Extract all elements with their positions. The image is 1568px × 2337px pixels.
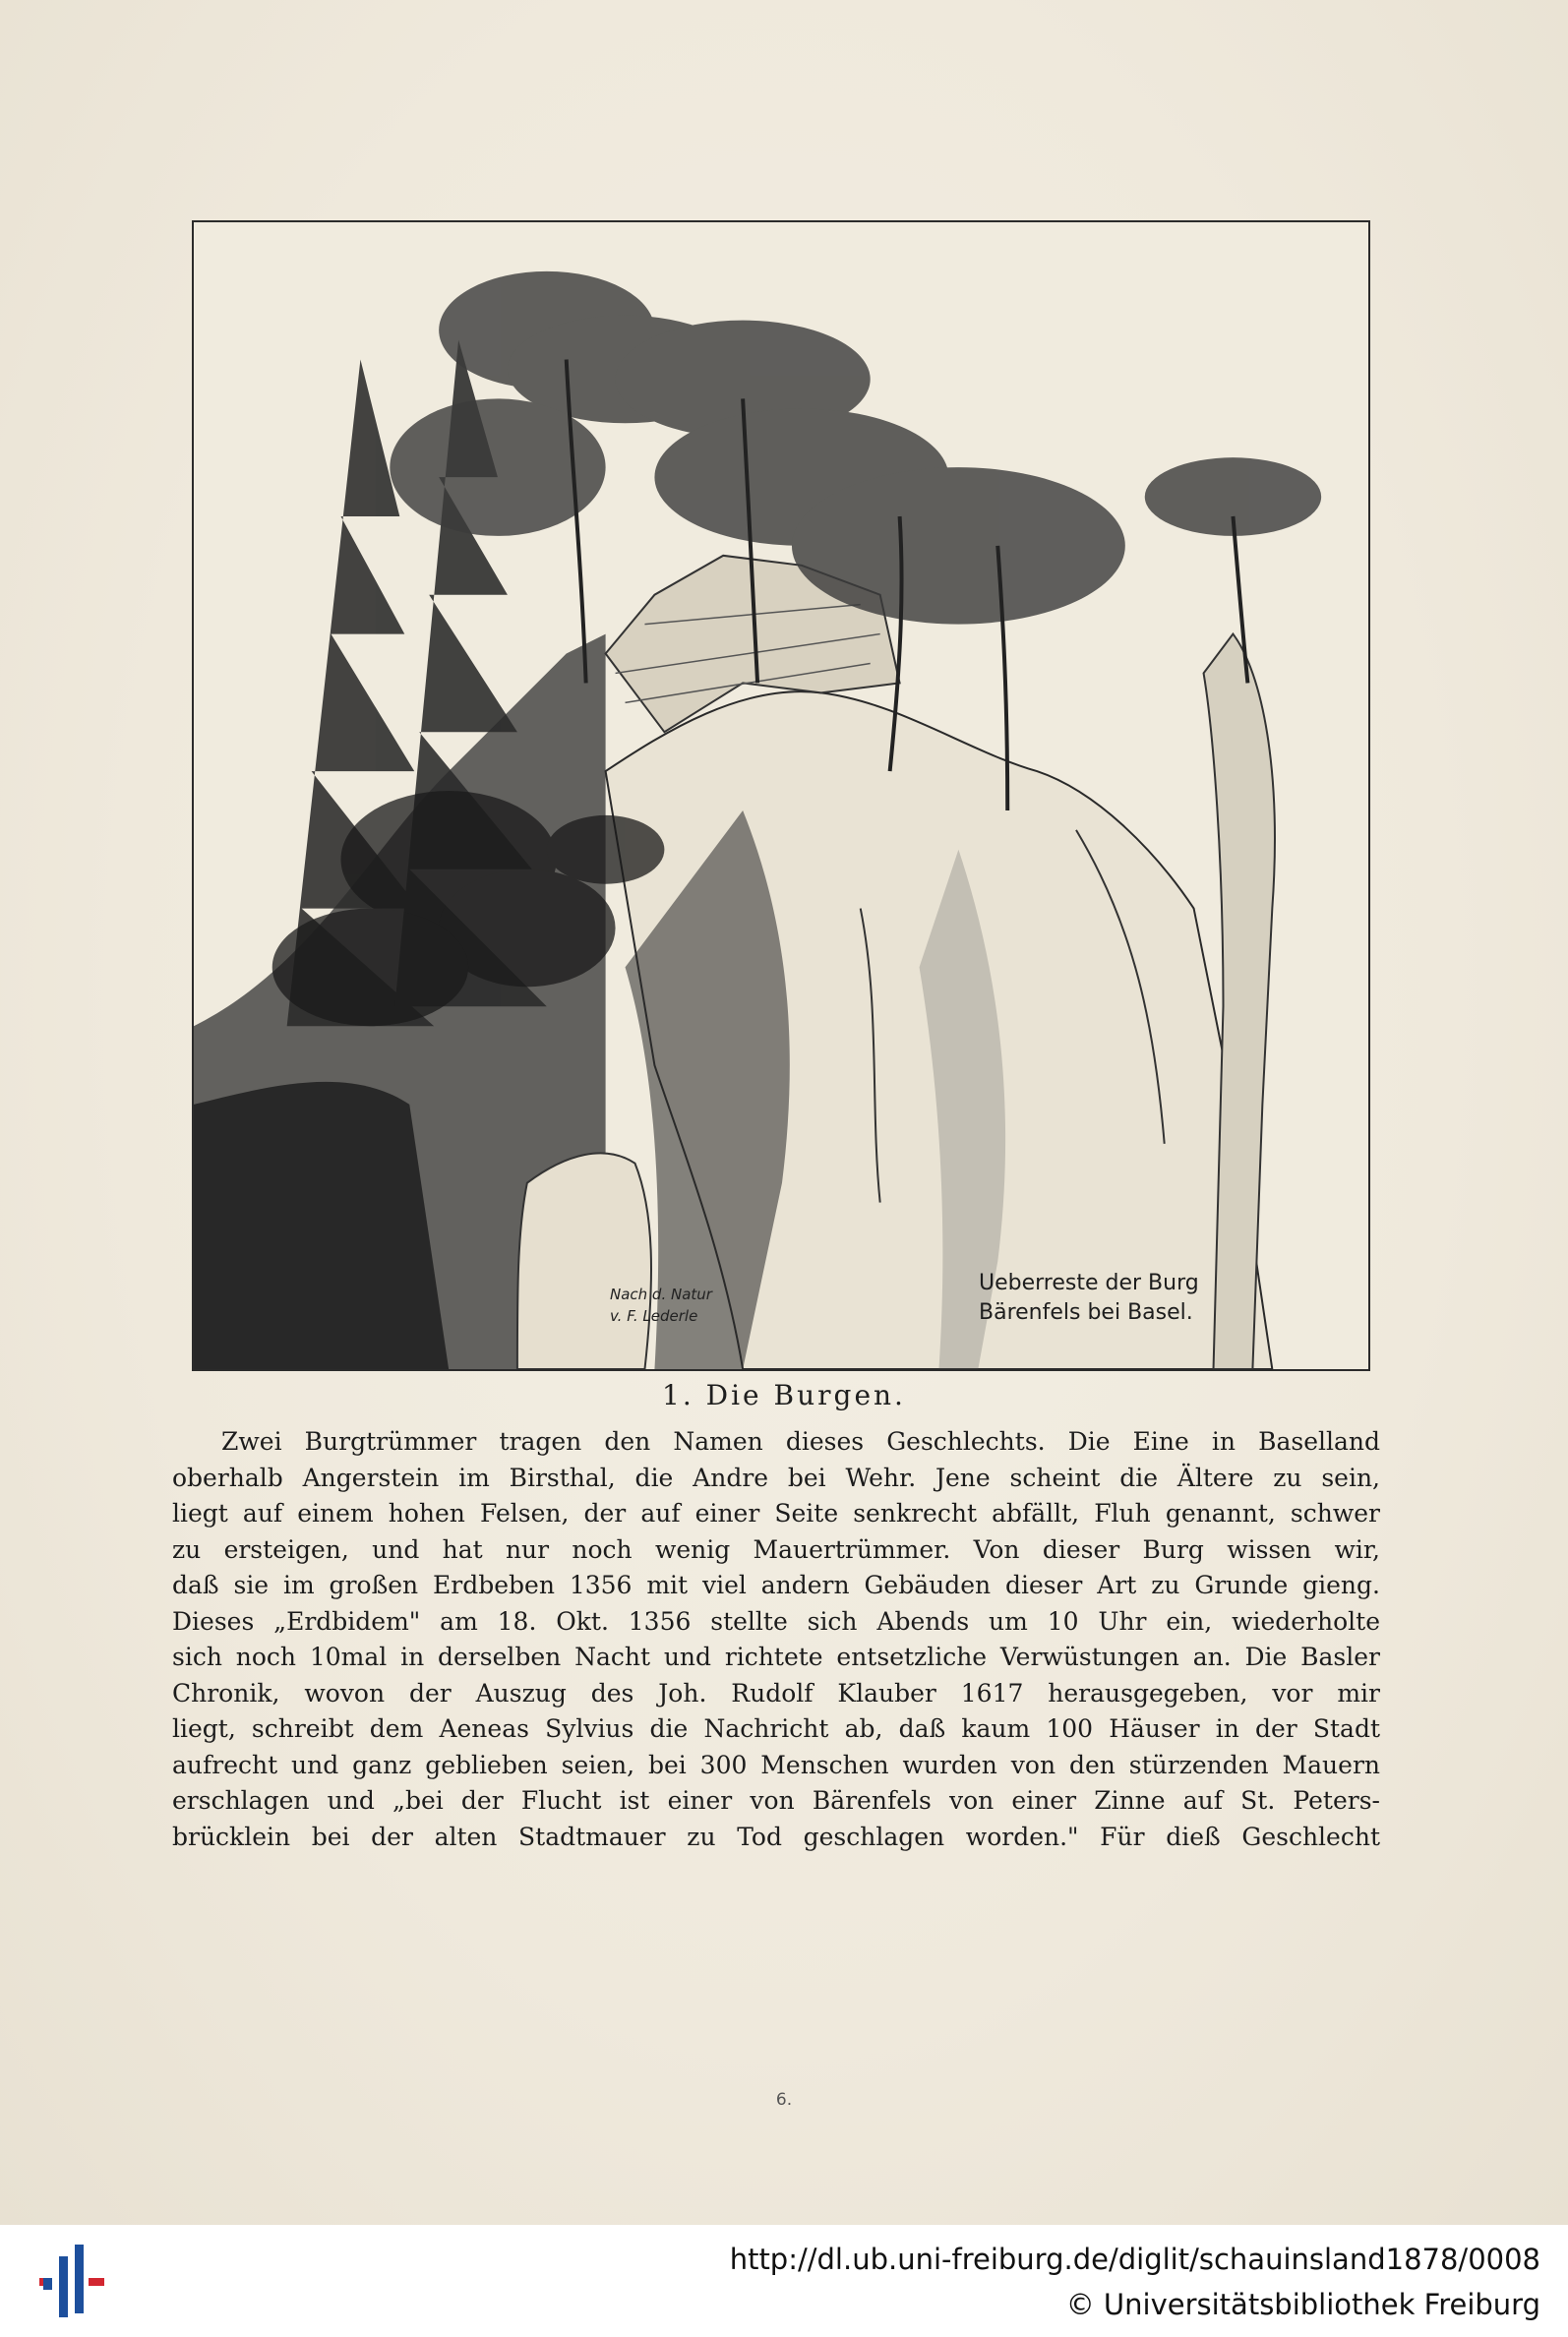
artist-credit: Nach d. Natur v. F. Lederle xyxy=(610,1286,712,1325)
logo-block xyxy=(59,2256,68,2317)
body-line: Dieses „Erdbidem" am 18. Okt. 1356 stellte sich Abends um 10 Uhr ein, wiederholte xyxy=(172,1606,1380,1636)
logo-block xyxy=(75,2245,84,2313)
body-line: erschlagen und „bei der Flucht ist einer von Bärenfels von einer Zinne auf St. Peters- xyxy=(172,1786,1380,1815)
footer-bar xyxy=(0,2225,1568,2337)
footer-copyright: © Universitätsbibliothek Freiburg xyxy=(1065,2288,1540,2321)
page-number: 6. xyxy=(775,2090,793,2110)
body-line: sich noch 10mal in derselben Nacht und richtete entsetzliche Verwüstungen an. Die Basler xyxy=(172,1643,1380,1671)
body-line: brücklein bei der alten Stadtmauer zu Tod geschlagen worden." Für dieß Geschlecht xyxy=(172,1822,1380,1851)
body-line: Zwei Burgtrümmer tragen den Namen dieses Geschlechts. Die Eine in Baselland xyxy=(221,1427,1380,1456)
body-line: liegt, schreibt dem Aeneas Sylvius die Nachricht ab, daß kaum 100 Häuser in der Stadt xyxy=(172,1714,1380,1743)
body-line: zu ersteigen, und hat nur noch wenig Mauertrümmer. Von dieser Burg wissen wir, xyxy=(172,1534,1380,1564)
body-line: daß sie im großen Erdbeben 1356 mit viel andern Gebäuden dieser Art zu Grunde gieng. xyxy=(172,1571,1380,1599)
ub-freiburg-logo-icon[interactable] xyxy=(39,2241,108,2319)
logo-block xyxy=(39,2278,43,2286)
footer-url-link[interactable]: http://dl.ub.uni-freiburg.de/diglit/schauinsland1878/0008 xyxy=(729,2243,1540,2276)
logo-block xyxy=(89,2278,104,2286)
illustration-frame xyxy=(192,220,1370,1371)
body-line: oberhalb Angerstein im Birsthal, die Andre bei Wehr. Jene scheint die Ältere zu sein, xyxy=(172,1463,1380,1492)
castle-ruins-illustration xyxy=(194,222,1368,1369)
logo-block xyxy=(43,2278,52,2290)
figure-caption: Ueberreste der Burg Bärenfels bei Basel. xyxy=(979,1271,1199,1325)
section-heading: 1. Die Burgen. xyxy=(662,1379,906,1411)
body-text xyxy=(172,1424,1380,1855)
body-line: aufrecht und ganz geblieben seien, bei 300 Menschen wurden von den stürzenden Mauern xyxy=(172,1750,1380,1779)
body-line: Chronik, wovon der Auszug des Joh. Rudolf Klauber 1617 herausgegeben, vor mir xyxy=(172,1678,1380,1708)
body-line: liegt auf einem hohen Felsen, der auf einer Seite senkrecht abfällt, Fluh genannt, schwer xyxy=(172,1499,1380,1528)
